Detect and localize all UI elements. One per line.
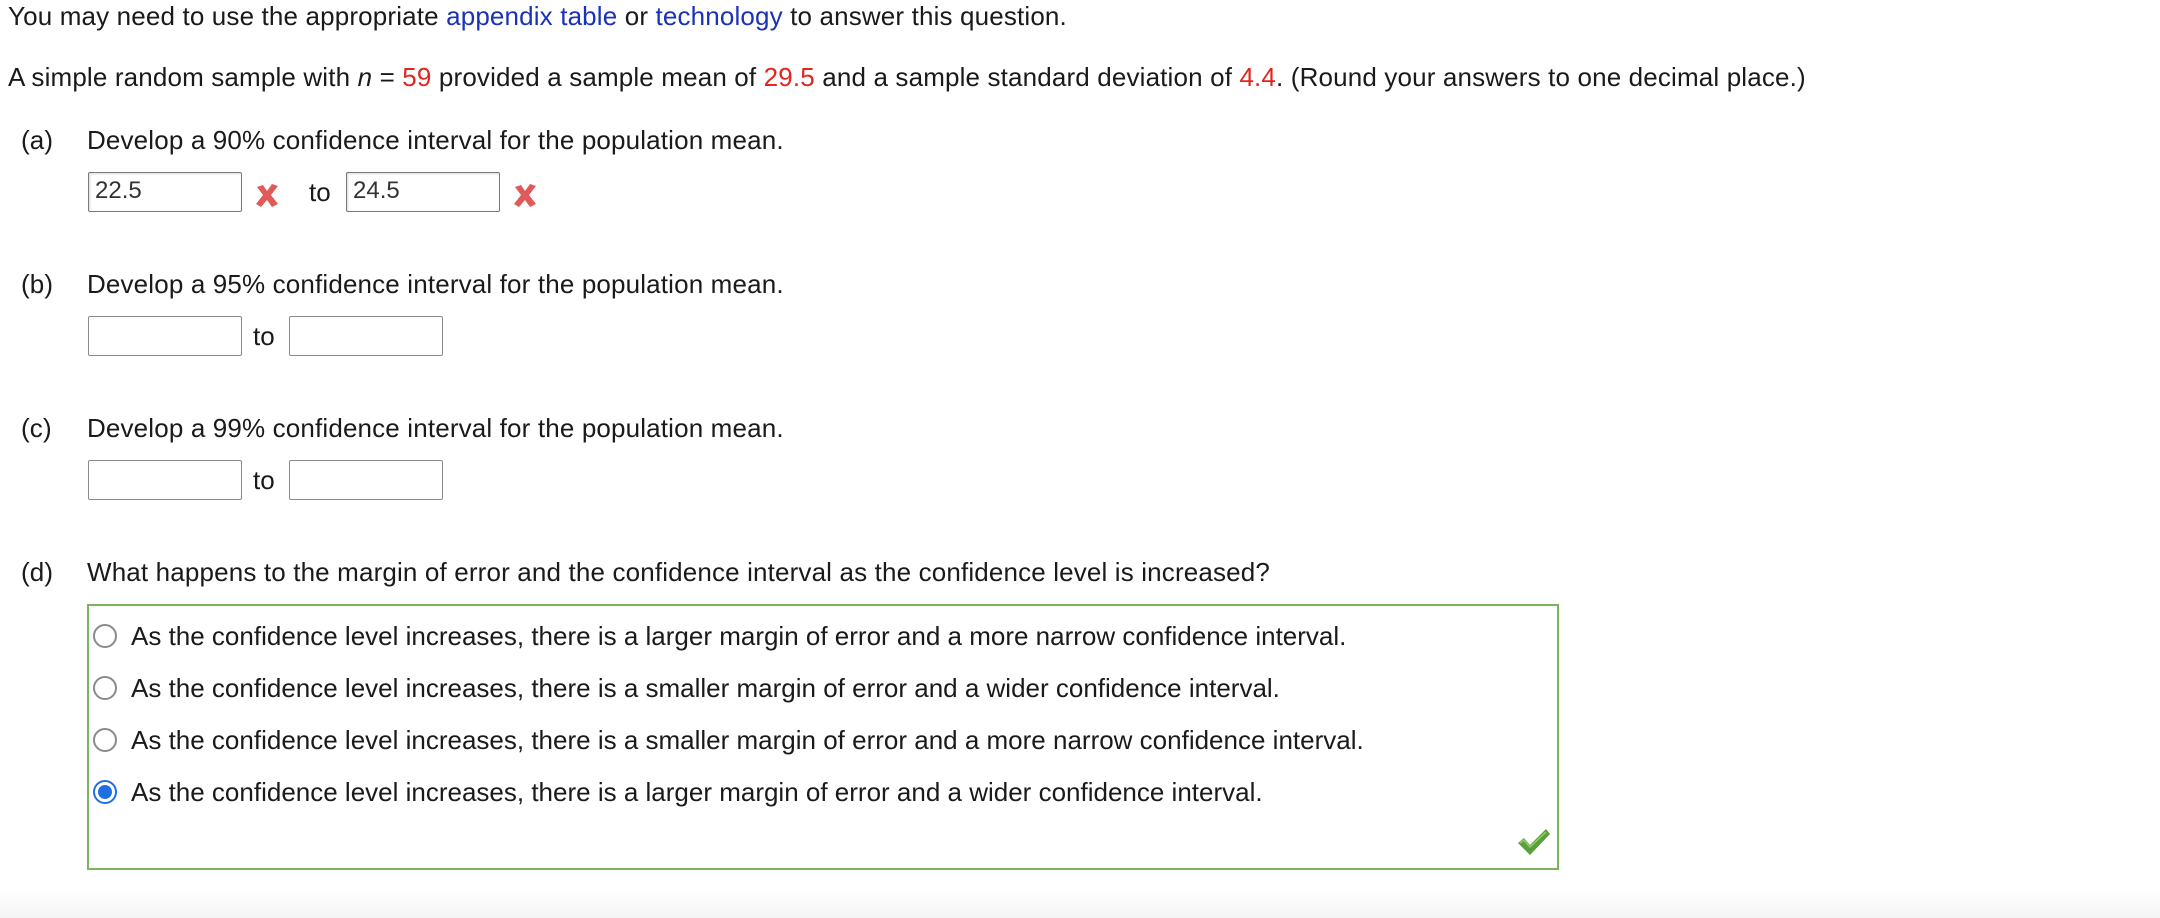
problem-text-4: and a sample standard deviation of [814, 62, 1240, 92]
part-c-label: (c) [21, 413, 52, 443]
part-c-text: Develop a 99% confidence interval for the population mean. [87, 413, 784, 443]
problem-statement [8, 61, 1806, 93]
option-4[interactable] [93, 774, 1263, 810]
part-a-upper-input[interactable]: 24.5 [346, 172, 500, 212]
sample-sd-value: 4.4 [1239, 62, 1277, 92]
problem-text-2: = [372, 62, 403, 92]
part-a-label: (a) [21, 125, 54, 155]
instruction-middle: or [617, 1, 656, 31]
part-c-lower-input[interactable] [88, 460, 242, 500]
part-d-label: (d) [21, 557, 54, 587]
part-d-text: What happens to the margin of error and the confidence interval as the confidence level is increased? [87, 557, 1270, 587]
x-mark-icon [510, 180, 540, 210]
technology-link[interactable]: technology [655, 1, 783, 31]
check-mark-icon [1516, 826, 1552, 858]
part-a-text: Develop a 90% confidence interval for the population mean. [87, 125, 784, 155]
part-a-lower-input[interactable]: 22.5 [88, 172, 242, 212]
sample-size-value: 59 [402, 62, 432, 92]
part-b-text: Develop a 95% confidence interval for the population mean. [87, 269, 784, 299]
part-d-question [21, 556, 1270, 588]
part-b-question [21, 268, 784, 300]
option-4-text: As the confidence level increases, there is a larger margin of error and a wider confidence interval. [131, 776, 1263, 807]
problem-text-5: . (Round your answers to one decimal place.) [1276, 62, 1806, 92]
page-bottom-shade [0, 890, 2160, 918]
instruction-prefix: You may need to use the appropriate [8, 1, 447, 31]
part-b-lower-input[interactable] [88, 316, 242, 356]
sample-mean-value: 29.5 [763, 62, 815, 92]
part-b-label: (b) [21, 269, 54, 299]
problem-text-1: A simple random sample with [8, 62, 358, 92]
instruction-line [8, 0, 1067, 32]
part-a-question [21, 124, 784, 156]
instruction-suffix: to answer this question. [782, 1, 1067, 31]
n-variable: n [357, 62, 373, 92]
radio-button-4[interactable] [93, 780, 117, 804]
appendix-table-link[interactable]: appendix table [446, 1, 618, 31]
part-b-upper-input[interactable] [289, 316, 443, 356]
option-3[interactable] [93, 722, 1364, 758]
radio-button-2[interactable] [93, 676, 117, 700]
part-c-question [21, 412, 784, 444]
radio-button-3[interactable] [93, 728, 117, 752]
x-mark-icon [252, 180, 282, 210]
option-1-text: As the confidence level increases, there is a larger margin of error and a more narrow confidence interval. [131, 620, 1347, 651]
part-a-to-label: to [309, 177, 331, 207]
option-2-text: As the confidence level increases, there is a smaller margin of error and a wider confidence interval. [131, 672, 1280, 703]
option-1[interactable] [93, 618, 1346, 654]
part-b-to-label: to [253, 321, 275, 351]
option-3-text: As the confidence level increases, there is a smaller margin of error and a more narrow confidence interval. [131, 724, 1364, 755]
part-c-upper-input[interactable] [289, 460, 443, 500]
radio-button-1[interactable] [93, 624, 117, 648]
part-c-to-label: to [253, 465, 275, 495]
option-2[interactable] [93, 670, 1280, 706]
problem-text-3: provided a sample mean of [431, 62, 764, 92]
